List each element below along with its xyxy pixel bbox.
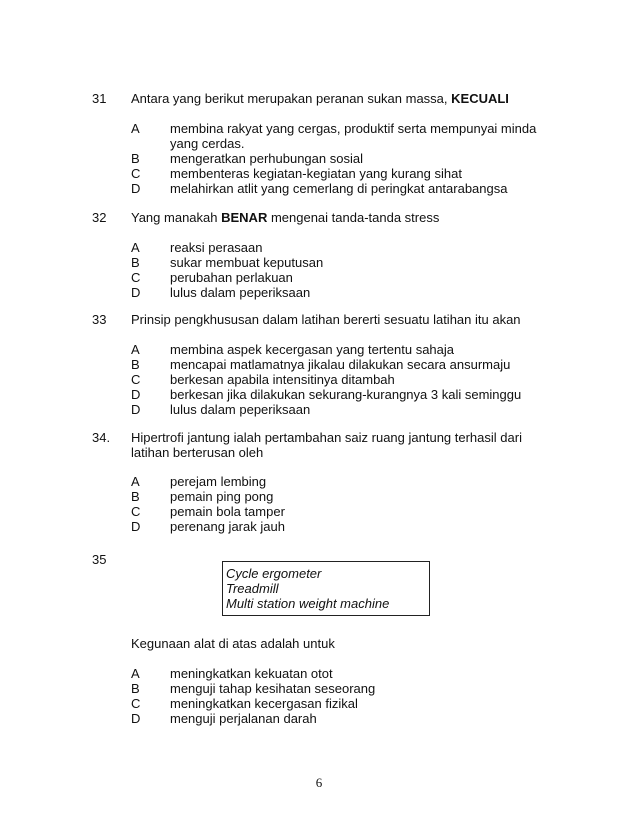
question-34-option-d-letter: D [131,519,141,534]
stem-emphasis: KECUALI [451,91,509,106]
question-35-option-c-text: meningkatkan kecergasan fizikal [170,696,358,711]
question-33-stem: Prinsip pengkhususan dalam latihan bererti sesuatu latihan itu akan [131,312,521,327]
question-32-option-b-letter: B [131,255,140,270]
equipment-item: Treadmill [226,581,279,596]
question-31-option-a-text: membina rakyat yang cergas, produktif serta mempunyai minda [170,121,537,136]
question-35-option-c-letter: C [131,696,141,711]
question-33-option-b-letter: B [131,357,140,372]
question-32-option-c-letter: C [131,270,141,285]
question-32-number: 32 [92,210,107,225]
question-32-option-d-letter: D [131,285,141,300]
question-35-option-b-text: menguji tahap kesihatan seseorang [170,681,376,696]
question-33-option-c-letter: C [131,372,141,387]
question-34-stem-cont: latihan berterusan oleh [131,445,264,460]
question-33-option-a-text: membina aspek kecergasan yang tertentu sahaja [170,342,455,357]
question-34-option-a-letter: A [131,474,140,489]
question-31-option-b-text: mengeratkan perhubungan sosial [170,151,363,166]
stem-text: Yang manakah [131,210,222,225]
question-35-stem: Kegunaan alat di atas adalah untuk [131,636,335,651]
question-34-option-b-letter: B [131,489,140,504]
question-32-option-c-text: perubahan perlakuan [170,270,293,285]
question-33-option-d2-text: lulus dalam peperiksaan [170,402,311,417]
question-31-option-d-text: melahirkan atlit yang cemerlang di peringkat antarabangsa [170,181,508,196]
question-35-option-d-letter: D [131,711,141,726]
question-35-option-a-text: meningkatkan kekuatan otot [170,666,333,681]
question-31-option-a-text-cont: yang cerdas. [170,136,245,151]
question-34-number: 34. [92,430,111,445]
equipment-item: Cycle ergometer [226,566,322,581]
question-33-option-c-text: berkesan apabila intensitinya ditambah [170,372,395,387]
question-32-option-d-text: lulus dalam peperiksaan [170,285,311,300]
question-31-option-c-letter: C [131,166,141,181]
question-33-number: 33 [92,312,107,327]
question-35-number: 35 [92,552,107,567]
question-34-stem: Hipertrofi jantung ialah pertambahan saiz ruang jantung terhasil dari [131,430,522,445]
question-31-stem [131,91,509,106]
stem-text-after: mengenai tanda-tanda stress [267,210,440,225]
page-number: 6 [315,775,323,790]
question-32-option-a-letter: A [131,240,140,255]
stem-emphasis: BENAR [221,210,268,225]
question-34-option-d-text: perenang jarak jauh [170,519,285,534]
equipment-list-box [222,561,430,616]
stem-text: Antara yang berikut merupakan peranan sukan massa, [131,91,452,106]
question-32-stem [131,210,439,225]
question-34-option-c-letter: C [131,504,141,519]
question-35-option-a-letter: A [131,666,140,681]
question-35-option-b-letter: B [131,681,140,696]
question-33-option-d-letter: D [131,387,141,402]
question-32-option-a-text: reaksi perasaan [170,240,263,255]
question-31-number: 31 [92,91,107,106]
question-33-option-d-text: berkesan jika dilakukan sekurang-kurangnya 3 kali seminggu [170,387,522,402]
question-34-option-b-text: pemain ping pong [170,489,274,504]
question-34-option-c-text: pemain bola tamper [170,504,285,519]
question-31-option-b-letter: B [131,151,140,166]
question-31-option-d-letter: D [131,181,141,196]
question-31-option-a-letter: A [131,121,140,136]
question-33-option-d2-letter: D [131,402,141,417]
question-34-option-a-text: perejam lembing [170,474,267,489]
question-32-option-b-text: sukar membuat keputusan [170,255,324,270]
question-35-option-d-text: menguji perjalanan darah [170,711,317,726]
question-33-option-b-text: mencapai matlamatnya jikalau dilakukan secara ansurmaju [170,357,511,372]
equipment-item: Multi station weight machine [226,596,390,611]
question-33-option-a-letter: A [131,342,140,357]
question-31-option-c-text: membenteras kegiatan-kegiatan yang kurang sihat [170,166,462,181]
